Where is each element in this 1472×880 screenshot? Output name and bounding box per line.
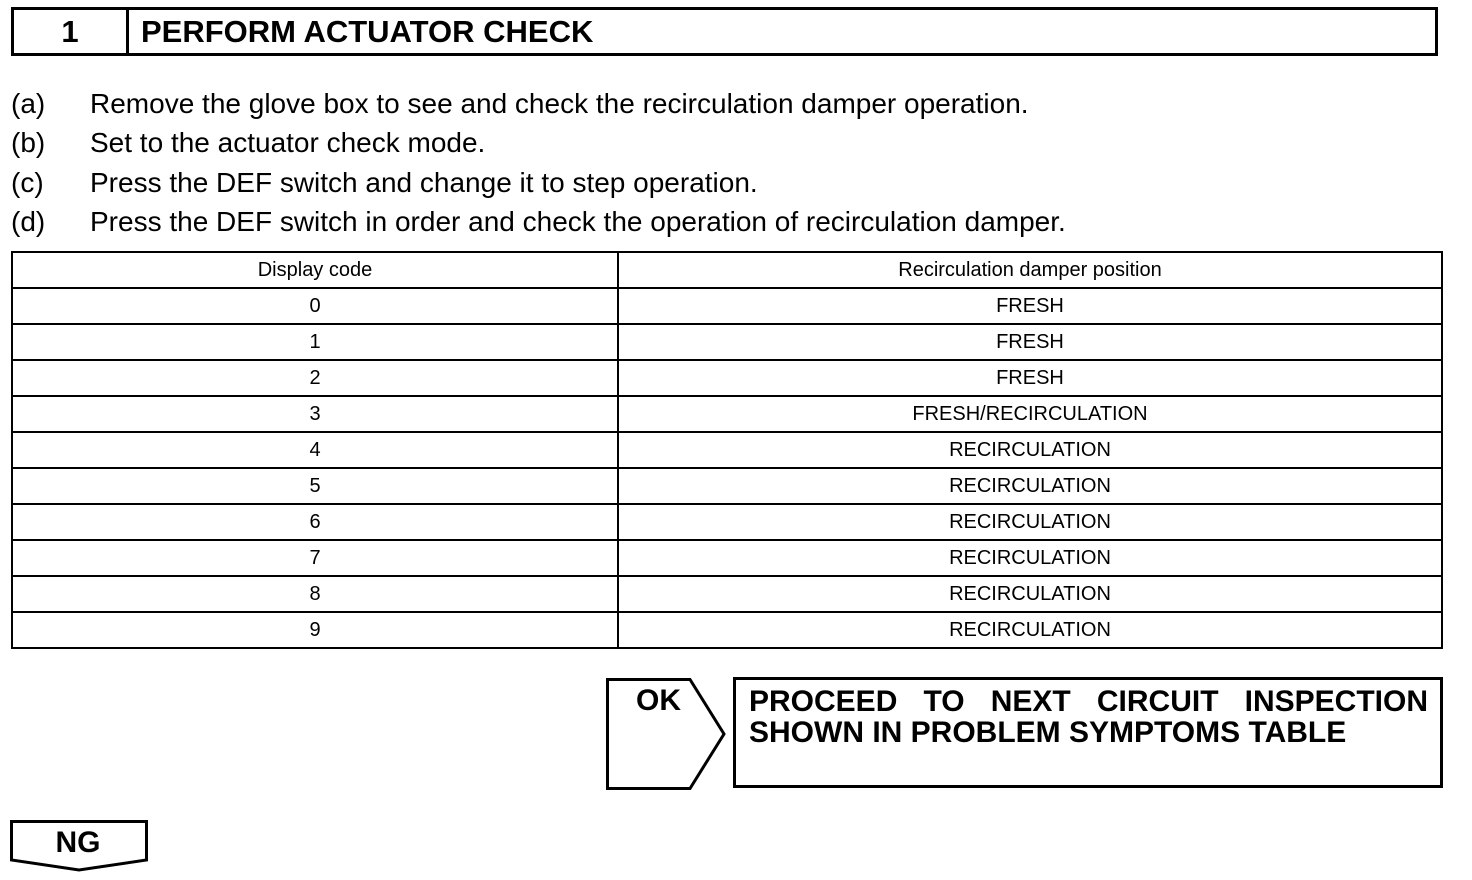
damper-position-cell: FRESH (618, 324, 1442, 360)
display-code-cell: 2 (12, 360, 618, 396)
instruction-label: (a) (11, 87, 46, 119)
column-header-display-code: Display code (12, 252, 618, 288)
damper-position-cell: RECIRCULATION (618, 540, 1442, 576)
display-code-cell: 6 (12, 504, 618, 540)
instruction-item (11, 124, 1451, 164)
table-header-row (12, 252, 1442, 288)
display-code-cell: 5 (12, 468, 618, 504)
instruction-item (11, 84, 1451, 124)
instruction-text: Press the DEF switch and change it to step operation. (90, 166, 758, 198)
column-header-damper-position: Recirculation damper position (618, 252, 1442, 288)
ok-label: OK (636, 684, 681, 717)
table-row (12, 288, 1442, 324)
display-code-cell: 4 (12, 432, 618, 468)
damper-position-cell: RECIRCULATION (618, 432, 1442, 468)
instruction-text: Set to the actuator check mode. (90, 127, 486, 159)
damper-position-table (11, 251, 1443, 649)
ok-result-line-2: SHOWN IN PROBLEM SYMPTOMS TABLE (749, 716, 1347, 749)
instruction-label: (d) (11, 206, 46, 238)
table-row (12, 468, 1442, 504)
table-row (12, 576, 1442, 612)
damper-position-cell: FRESH (618, 288, 1442, 324)
damper-position-cell: RECIRCULATION (618, 504, 1442, 540)
table-row (12, 396, 1442, 432)
table-row (12, 360, 1442, 396)
ok-result-line-1: PROCEED TO NEXT CIRCUIT INSPECTION (749, 685, 1428, 718)
step-header (11, 7, 1438, 56)
damper-position-cell: RECIRCULATION (618, 612, 1442, 648)
ng-label: NG (55, 826, 101, 859)
instruction-item (11, 203, 1451, 243)
table-row (12, 432, 1442, 468)
display-code-cell: 0 (12, 288, 618, 324)
step-number: 1 (14, 10, 129, 53)
instruction-item (11, 163, 1451, 203)
display-code-cell: 8 (12, 576, 618, 612)
instruction-label: (c) (11, 166, 44, 198)
instruction-text: Remove the glove box to see and check the recirculation damper operation. (90, 87, 1029, 119)
damper-position-cell: FRESH (618, 360, 1442, 396)
display-code-cell: 1 (12, 324, 618, 360)
instruction-list (11, 84, 1451, 242)
damper-position-cell: RECIRCULATION (618, 468, 1442, 504)
table-row (12, 504, 1442, 540)
display-code-cell: 3 (12, 396, 618, 432)
instruction-text: Press the DEF switch in order and check the operation of recirculation damper. (90, 206, 1066, 238)
display-code-cell: 9 (12, 612, 618, 648)
table-row (12, 540, 1442, 576)
display-code-cell: 7 (12, 540, 618, 576)
table-row (12, 324, 1442, 360)
damper-position-cell: FRESH/RECIRCULATION (618, 396, 1442, 432)
step-title: PERFORM ACTUATOR CHECK (141, 13, 594, 49)
instruction-label: (b) (11, 127, 46, 159)
ok-result-box (733, 677, 1443, 788)
damper-position-cell: RECIRCULATION (618, 576, 1442, 612)
table-row (12, 612, 1442, 648)
